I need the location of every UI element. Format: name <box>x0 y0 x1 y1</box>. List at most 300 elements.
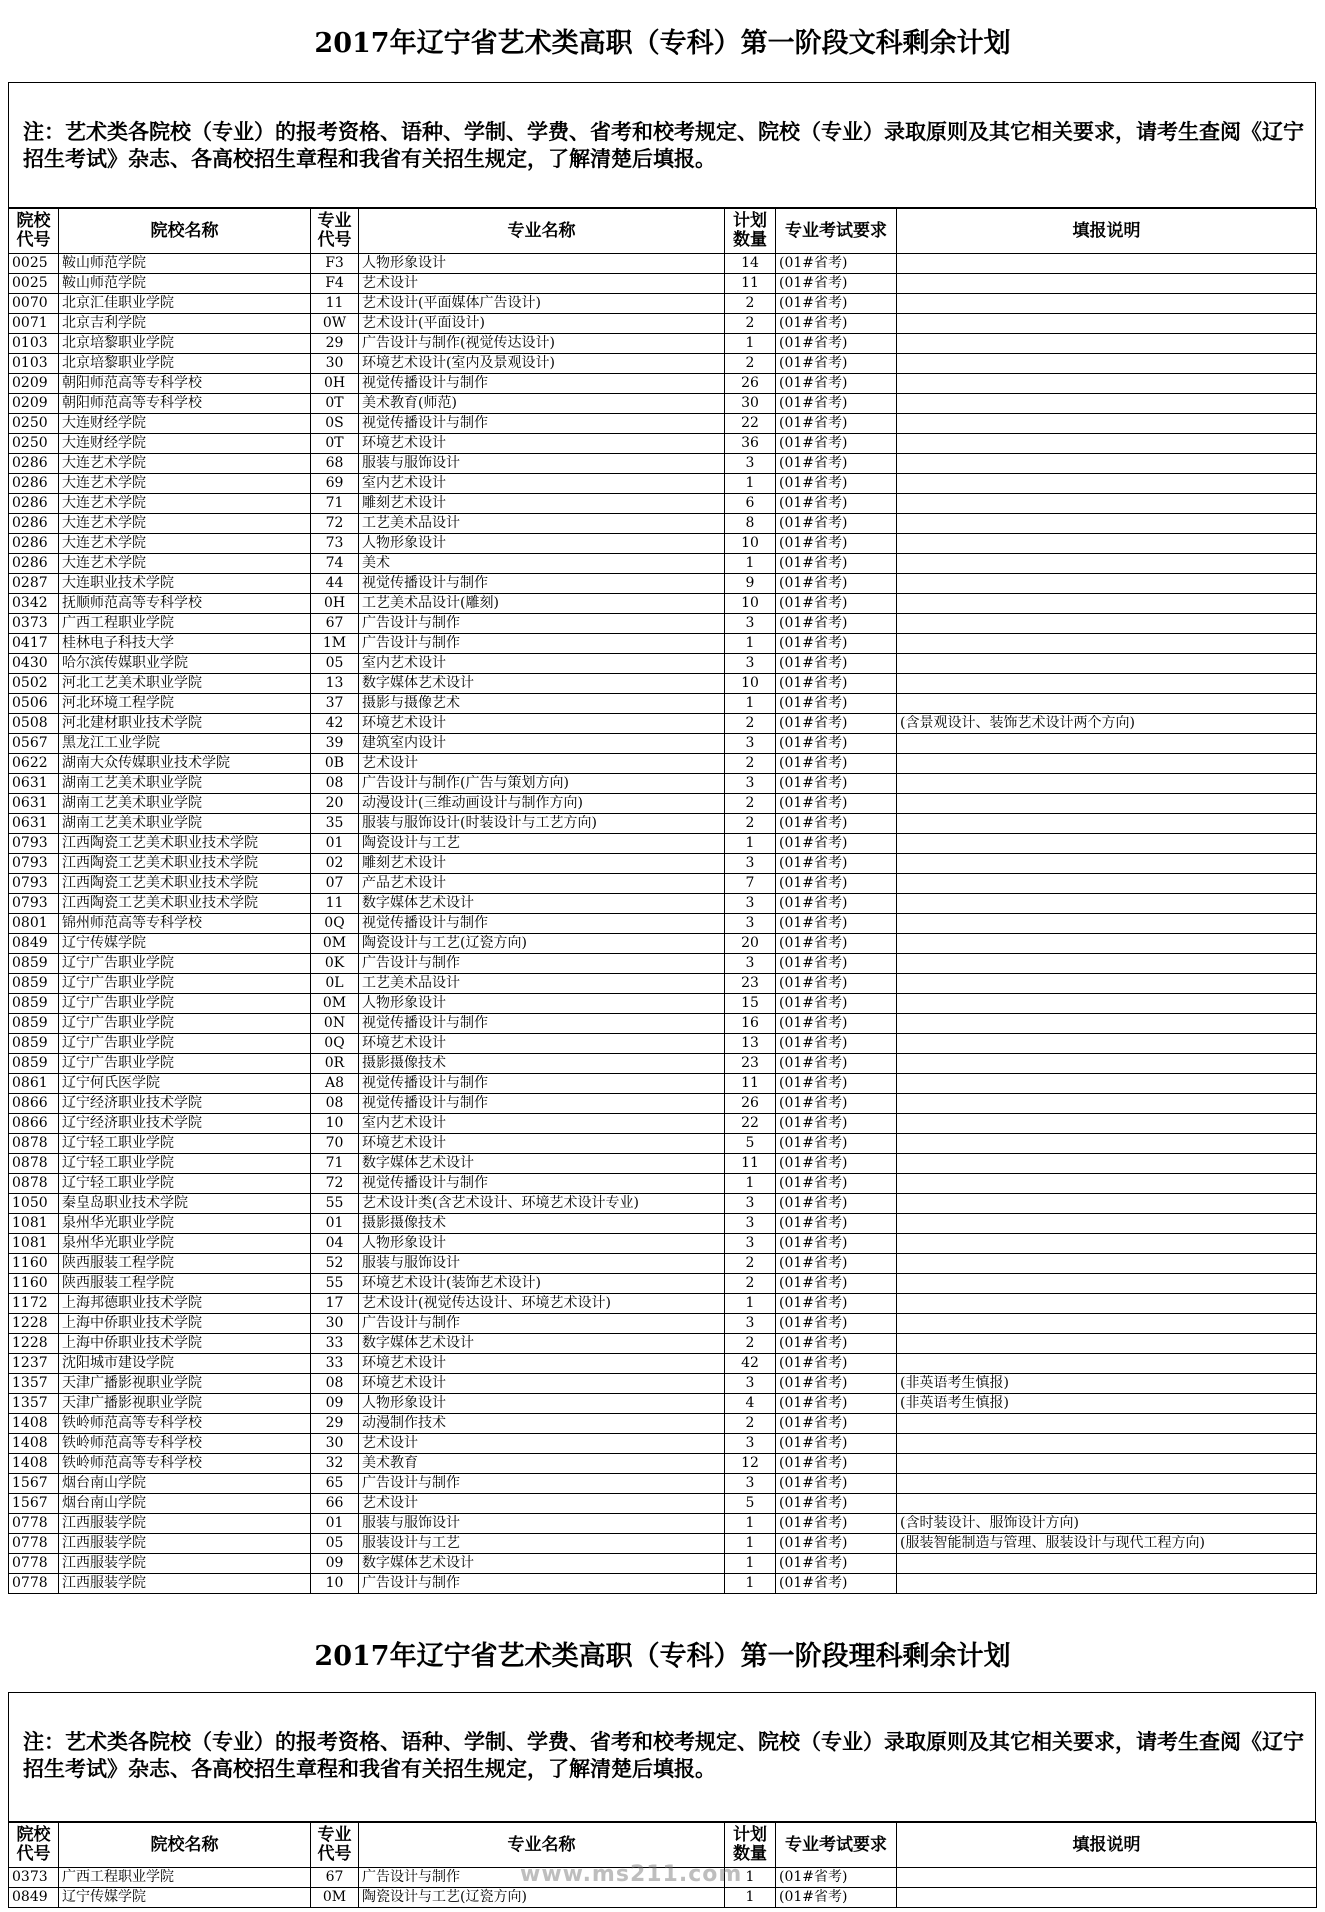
cell-school-name: 哈尔滨传媒职业学院 <box>59 654 311 674</box>
cell-major-code: 07 <box>311 874 359 894</box>
cell-major-code: 0M <box>311 1888 359 1908</box>
cell-plan-count: 3 <box>725 1374 776 1394</box>
cell-plan-count: 42 <box>725 1354 776 1374</box>
cell-major-code: 0H <box>311 374 359 394</box>
cell-school-code: 0070 <box>9 294 59 314</box>
header-major-code: 专业代号 <box>311 1823 359 1868</box>
cell-major-name: 服装与服饰设计(时装设计与工艺方向) <box>359 814 725 834</box>
cell-major-code: 0Q <box>311 1034 359 1054</box>
cell-fill-note <box>897 914 1317 934</box>
cell-fill-note <box>897 1014 1317 1034</box>
cell-major-code: 02 <box>311 854 359 874</box>
cell-school-code: 0025 <box>9 274 59 294</box>
cell-exam-requirement: (01#省考) <box>776 1394 897 1414</box>
cell-exam-requirement: (01#省考) <box>776 514 897 534</box>
cell-plan-count: 3 <box>725 854 776 874</box>
cell-major-name: 美术教育(师范) <box>359 394 725 414</box>
cell-fill-note <box>897 354 1317 374</box>
cell-plan-count: 1 <box>725 634 776 654</box>
cell-plan-count: 1 <box>725 1534 776 1554</box>
table-row <box>9 614 1317 634</box>
cell-exam-requirement: (01#省考) <box>776 374 897 394</box>
cell-school-code: 1408 <box>9 1414 59 1434</box>
cell-major-name: 广告设计与制作 <box>359 634 725 654</box>
cell-school-code: 1050 <box>9 1194 59 1214</box>
cell-school-code: 0567 <box>9 734 59 754</box>
cell-plan-count: 2 <box>725 1274 776 1294</box>
section-note: 注：艺术类各院校（专业）的报考资格、语种、学制、学费、省考和校考规定、院校（专业）录取原则及其它相关要求，请考生查阅《辽宁招生考试》杂志、各高校招生章程和我省有关招生规定，了解清楚后填报。 <box>8 112 1316 208</box>
cell-plan-count: 3 <box>725 894 776 914</box>
cell-plan-count: 16 <box>725 1014 776 1034</box>
cell-exam-requirement: (01#省考) <box>776 994 897 1014</box>
table-row <box>9 774 1317 794</box>
cell-plan-count: 23 <box>725 974 776 994</box>
cell-fill-note <box>897 274 1317 294</box>
cell-major-name: 环境艺术设计 <box>359 1354 725 1374</box>
cell-school-name: 铁岭师范高等专科学校 <box>59 1414 311 1434</box>
table-row <box>9 994 1317 1014</box>
cell-school-name: 大连艺术学院 <box>59 474 311 494</box>
cell-major-code: 01 <box>311 1514 359 1534</box>
cell-fill-note <box>897 474 1317 494</box>
table-row <box>9 494 1317 514</box>
section-title: 2017年辽宁省艺术类高职（专科）第一阶段理科剩余计划 <box>314 1641 1011 1672</box>
cell-major-code: 0N <box>311 1014 359 1034</box>
table-row <box>9 1414 1317 1434</box>
cell-major-code: 0L <box>311 974 359 994</box>
cell-exam-requirement: (01#省考) <box>776 1334 897 1354</box>
cell-major-code: 05 <box>311 654 359 674</box>
cell-major-code: 33 <box>311 1354 359 1374</box>
cell-fill-note <box>897 1114 1317 1134</box>
cell-school-code: 0866 <box>9 1094 59 1114</box>
table-row <box>9 714 1317 734</box>
table-row <box>9 1494 1317 1514</box>
table-row <box>9 534 1317 554</box>
cell-plan-count: 22 <box>725 414 776 434</box>
cell-fill-note <box>897 794 1317 814</box>
table-row <box>9 1254 1317 1274</box>
cell-school-name: 铁岭师范高等专科学校 <box>59 1434 311 1454</box>
cell-school-code: 0859 <box>9 1054 59 1074</box>
cell-exam-requirement: (01#省考) <box>776 1574 897 1594</box>
table-row <box>9 794 1317 814</box>
cell-school-name: 江西陶瓷工艺美术职业技术学院 <box>59 854 311 874</box>
cell-plan-count: 2 <box>725 794 776 814</box>
cell-exam-requirement: (01#省考) <box>776 1888 897 1908</box>
header-plan-count: 计划数量 <box>725 1823 776 1868</box>
cell-plan-count: 1 <box>725 554 776 574</box>
cell-plan-count: 3 <box>725 774 776 794</box>
cell-fill-note <box>897 1574 1317 1594</box>
cell-school-name: 鞍山师范学院 <box>59 254 311 274</box>
cell-major-code: 72 <box>311 514 359 534</box>
cell-major-code: 0H <box>311 594 359 614</box>
table-row <box>9 894 1317 914</box>
cell-school-code: 0793 <box>9 874 59 894</box>
cell-exam-requirement: (01#省考) <box>776 854 897 874</box>
cell-school-name: 桂林电子科技大学 <box>59 634 311 654</box>
cell-major-name: 艺术设计类(含艺术设计、环境艺术设计专业) <box>359 1194 725 1214</box>
cell-major-name: 艺术设计 <box>359 274 725 294</box>
cell-major-name: 艺术设计(平面媒体广告设计) <box>359 294 725 314</box>
cell-exam-requirement: (01#省考) <box>776 1314 897 1334</box>
cell-major-name: 服装设计与工艺 <box>359 1534 725 1554</box>
cell-school-name: 辽宁传媒学院 <box>59 934 311 954</box>
cell-major-name: 数字媒体艺术设计 <box>359 1154 725 1174</box>
cell-plan-count: 23 <box>725 1054 776 1074</box>
cell-fill-note <box>897 754 1317 774</box>
cell-major-code: 1M <box>311 634 359 654</box>
cell-school-code: 0866 <box>9 1114 59 1134</box>
cell-school-name: 江西服装学院 <box>59 1574 311 1594</box>
cell-major-name: 环境艺术设计 <box>359 434 725 454</box>
cell-school-code: 0373 <box>9 1868 59 1888</box>
cell-exam-requirement: (01#省考) <box>776 954 897 974</box>
cell-fill-note <box>897 1174 1317 1194</box>
cell-major-name: 动漫制作技术 <box>359 1414 725 1434</box>
cell-fill-note <box>897 494 1317 514</box>
cell-plan-count: 1 <box>725 1174 776 1194</box>
cell-plan-count: 2 <box>725 314 776 334</box>
table-row <box>9 1334 1317 1354</box>
cell-exam-requirement: (01#省考) <box>776 1454 897 1474</box>
cell-school-code: 1408 <box>9 1434 59 1454</box>
cell-exam-requirement: (01#省考) <box>776 1014 897 1034</box>
cell-major-code: 29 <box>311 334 359 354</box>
cell-fill-note <box>897 1474 1317 1494</box>
cell-school-name: 锦州师范高等专科学校 <box>59 914 311 934</box>
cell-major-name: 视觉传播设计与制作 <box>359 1074 725 1094</box>
cell-exam-requirement: (01#省考) <box>776 934 897 954</box>
cell-major-name: 工艺美术品设计 <box>359 514 725 534</box>
cell-exam-requirement: (01#省考) <box>776 1294 897 1314</box>
cell-school-name: 辽宁经济职业技术学院 <box>59 1114 311 1134</box>
cell-major-name: 数字媒体艺术设计 <box>359 1554 725 1574</box>
section-title: 2017年辽宁省艺术类高职（专科）第一阶段文科剩余计划 <box>314 28 1011 59</box>
table-row <box>9 1094 1317 1114</box>
cell-major-code: 33 <box>311 1334 359 1354</box>
cell-school-code: 0103 <box>9 354 59 374</box>
cell-fill-note <box>897 434 1317 454</box>
cell-fill-note <box>897 1074 1317 1094</box>
table-row <box>9 854 1317 874</box>
plan-table <box>8 208 1317 1594</box>
cell-exam-requirement: (01#省考) <box>776 1414 897 1434</box>
cell-plan-count: 10 <box>725 534 776 554</box>
cell-major-code: 10 <box>311 1114 359 1134</box>
cell-school-code: 0631 <box>9 814 59 834</box>
cell-exam-requirement: (01#省考) <box>776 654 897 674</box>
cell-school-code: 0849 <box>9 1888 59 1908</box>
cell-school-name: 河北工艺美术职业学院 <box>59 674 311 694</box>
cell-exam-requirement: (01#省考) <box>776 1868 897 1888</box>
table-row <box>9 1034 1317 1054</box>
cell-major-name: 广告设计与制作 <box>359 1474 725 1494</box>
cell-fill-note: (非英语考生慎报) <box>897 1394 1317 1414</box>
cell-school-code: 1160 <box>9 1254 59 1274</box>
cell-major-code: 55 <box>311 1194 359 1214</box>
cell-major-code: 37 <box>311 694 359 714</box>
cell-school-code: 0859 <box>9 1014 59 1034</box>
cell-school-name: 辽宁广告职业学院 <box>59 1054 311 1074</box>
cell-major-code: A8 <box>311 1074 359 1094</box>
cell-exam-requirement: (01#省考) <box>776 1174 897 1194</box>
cell-school-name: 沈阳城市建设学院 <box>59 1354 311 1374</box>
cell-fill-note <box>897 994 1317 1014</box>
table-row <box>9 694 1317 714</box>
cell-plan-count: 11 <box>725 1154 776 1174</box>
cell-fill-note <box>897 1314 1317 1334</box>
cell-major-name: 服装与服饰设计 <box>359 1514 725 1534</box>
cell-school-name: 北京培黎职业学院 <box>59 354 311 374</box>
cell-school-code: 0793 <box>9 854 59 874</box>
cell-major-code: 04 <box>311 1234 359 1254</box>
cell-major-name: 环境艺术设计 <box>359 1134 725 1154</box>
cell-school-code: 0103 <box>9 334 59 354</box>
cell-major-code: 70 <box>311 1134 359 1154</box>
cell-school-code: 0859 <box>9 974 59 994</box>
cell-plan-count: 1 <box>725 1868 776 1888</box>
cell-school-name: 泉州华光职业学院 <box>59 1214 311 1234</box>
cell-major-code: 11 <box>311 894 359 914</box>
cell-major-name: 摄影与摄像艺术 <box>359 694 725 714</box>
table-row <box>9 1154 1317 1174</box>
table-row <box>9 314 1317 334</box>
cell-exam-requirement: (01#省考) <box>776 494 897 514</box>
cell-fill-note <box>897 394 1317 414</box>
cell-exam-requirement: (01#省考) <box>776 794 897 814</box>
section-note: 注：艺术类各院校（专业）的报考资格、语种、学制、学费、省考和校考规定、院校（专业）录取原则及其它相关要求，请考生查阅《辽宁招生考试》杂志、各高校招生章程和我省有关招生规定，了解清楚后填报。 <box>8 1722 1316 1822</box>
cell-major-name: 广告设计与制作(视觉传达设计) <box>359 334 725 354</box>
cell-exam-requirement: (01#省考) <box>776 1254 897 1274</box>
cell-major-code: 08 <box>311 1374 359 1394</box>
cell-school-name: 大连财经学院 <box>59 434 311 454</box>
table-row <box>9 1234 1317 1254</box>
cell-plan-count: 3 <box>725 954 776 974</box>
table-row <box>9 294 1317 314</box>
cell-major-name: 美术 <box>359 554 725 574</box>
cell-exam-requirement: (01#省考) <box>776 754 897 774</box>
table-row <box>9 874 1317 894</box>
cell-fill-note <box>897 894 1317 914</box>
table-row <box>9 354 1317 374</box>
cell-school-name: 天津广播影视职业学院 <box>59 1374 311 1394</box>
cell-plan-count: 3 <box>725 1214 776 1234</box>
cell-plan-count: 36 <box>725 434 776 454</box>
cell-major-code: 01 <box>311 1214 359 1234</box>
cell-exam-requirement: (01#省考) <box>776 1194 897 1214</box>
cell-fill-note <box>897 934 1317 954</box>
cell-fill-note <box>897 1254 1317 1274</box>
cell-major-code: 0S <box>311 414 359 434</box>
cell-major-name: 服装与服饰设计 <box>359 454 725 474</box>
cell-exam-requirement: (01#省考) <box>776 1234 897 1254</box>
cell-major-name: 室内艺术设计 <box>359 474 725 494</box>
cell-major-name: 环境艺术设计(室内及景观设计) <box>359 354 725 374</box>
cell-fill-note <box>897 514 1317 534</box>
table-header-row <box>9 209 1317 254</box>
cell-plan-count: 6 <box>725 494 776 514</box>
cell-exam-requirement: (01#省考) <box>776 1494 897 1514</box>
cell-school-name: 辽宁轻工职业学院 <box>59 1174 311 1194</box>
cell-school-code: 0250 <box>9 414 59 434</box>
cell-plan-count: 3 <box>725 654 776 674</box>
cell-fill-note <box>897 854 1317 874</box>
header-exam-requirement: 专业考试要求 <box>776 1823 897 1868</box>
cell-school-code: 0502 <box>9 674 59 694</box>
cell-exam-requirement: (01#省考) <box>776 914 897 934</box>
cell-exam-requirement: (01#省考) <box>776 1214 897 1234</box>
cell-fill-note <box>897 1094 1317 1114</box>
table-row <box>9 1014 1317 1034</box>
cell-major-name: 视觉传播设计与制作 <box>359 1174 725 1194</box>
cell-major-name: 人物形象设计 <box>359 994 725 1014</box>
cell-school-code: 0209 <box>9 394 59 414</box>
cell-fill-note <box>897 774 1317 794</box>
header-school-code: 院校代号 <box>9 1823 59 1868</box>
cell-fill-note <box>897 1214 1317 1234</box>
cell-plan-count: 3 <box>725 1194 776 1214</box>
cell-major-name: 广告设计与制作 <box>359 614 725 634</box>
cell-plan-count: 1 <box>725 1554 776 1574</box>
cell-major-code: 0M <box>311 934 359 954</box>
cell-major-code: 01 <box>311 834 359 854</box>
cell-plan-count: 3 <box>725 454 776 474</box>
cell-major-name: 广告设计与制作 <box>359 1868 725 1888</box>
cell-school-name: 湖南工艺美术职业学院 <box>59 814 311 834</box>
cell-major-name: 艺术设计 <box>359 754 725 774</box>
cell-plan-count: 5 <box>725 1494 776 1514</box>
cell-major-code: 05 <box>311 1534 359 1554</box>
cell-exam-requirement: (01#省考) <box>776 1354 897 1374</box>
cell-school-code: 0342 <box>9 594 59 614</box>
cell-exam-requirement: (01#省考) <box>776 594 897 614</box>
cell-school-name: 北京汇佳职业学院 <box>59 294 311 314</box>
cell-major-name: 环境艺术设计 <box>359 1034 725 1054</box>
cell-fill-note <box>897 294 1317 314</box>
cell-major-name: 环境艺术设计 <box>359 714 725 734</box>
header-major-name: 专业名称 <box>359 1823 725 1868</box>
cell-school-name: 上海中侨职业技术学院 <box>59 1314 311 1334</box>
cell-major-name: 数字媒体艺术设计 <box>359 674 725 694</box>
cell-fill-note <box>897 694 1317 714</box>
cell-school-code: 1357 <box>9 1394 59 1414</box>
note-spacer <box>8 82 1316 112</box>
cell-exam-requirement: (01#省考) <box>776 694 897 714</box>
table-row <box>9 1888 1317 1908</box>
cell-exam-requirement: (01#省考) <box>776 1094 897 1114</box>
table-row <box>9 1194 1317 1214</box>
cell-school-name: 辽宁传媒学院 <box>59 1888 311 1908</box>
cell-major-name: 广告设计与制作 <box>359 1314 725 1334</box>
cell-major-name: 人物形象设计 <box>359 254 725 274</box>
cell-fill-note: (含景观设计、装饰艺术设计两个方向) <box>897 714 1317 734</box>
watermark: www.ms211.com <box>520 1862 743 1887</box>
cell-major-name: 陶瓷设计与工艺 <box>359 834 725 854</box>
cell-school-code: 0878 <box>9 1154 59 1174</box>
cell-plan-count: 2 <box>725 354 776 374</box>
cell-major-name: 摄影摄像技术 <box>359 1214 725 1234</box>
cell-exam-requirement: (01#省考) <box>776 734 897 754</box>
table-row <box>9 754 1317 774</box>
cell-school-code: 0861 <box>9 1074 59 1094</box>
cell-school-name: 江西陶瓷工艺美术职业技术学院 <box>59 894 311 914</box>
cell-plan-count: 1 <box>725 1294 776 1314</box>
cell-plan-count: 12 <box>725 1454 776 1474</box>
cell-plan-count: 2 <box>725 1334 776 1354</box>
cell-school-code: 0287 <box>9 574 59 594</box>
cell-plan-count: 5 <box>725 1134 776 1154</box>
cell-fill-note <box>897 1034 1317 1054</box>
cell-major-code: 30 <box>311 1314 359 1334</box>
cell-major-name: 陶瓷设计与工艺(辽瓷方向) <box>359 1888 725 1908</box>
cell-major-code: 39 <box>311 734 359 754</box>
cell-exam-requirement: (01#省考) <box>776 714 897 734</box>
cell-major-code: 0T <box>311 434 359 454</box>
table-row <box>9 674 1317 694</box>
cell-fill-note <box>897 1454 1317 1474</box>
cell-fill-note <box>897 1334 1317 1354</box>
cell-school-code: 0417 <box>9 634 59 654</box>
cell-school-code: 0286 <box>9 494 59 514</box>
cell-school-name: 广西工程职业学院 <box>59 614 311 634</box>
cell-major-code: 67 <box>311 1868 359 1888</box>
cell-school-code: 0373 <box>9 614 59 634</box>
cell-school-name: 陕西服装工程学院 <box>59 1254 311 1274</box>
table-row <box>9 474 1317 494</box>
note-spacer <box>8 1692 1316 1722</box>
table-row <box>9 814 1317 834</box>
table-row <box>9 274 1317 294</box>
cell-school-name: 铁岭师范高等专科学校 <box>59 1454 311 1474</box>
cell-plan-count: 8 <box>725 514 776 534</box>
cell-exam-requirement: (01#省考) <box>776 974 897 994</box>
cell-major-code: 13 <box>311 674 359 694</box>
cell-fill-note <box>897 1274 1317 1294</box>
cell-major-code: 71 <box>311 1154 359 1174</box>
cell-plan-count: 1 <box>725 694 776 714</box>
cell-fill-note <box>897 314 1317 334</box>
cell-school-code: 0286 <box>9 514 59 534</box>
cell-school-name: 辽宁广告职业学院 <box>59 994 311 1014</box>
cell-major-name: 艺术设计 <box>359 1434 725 1454</box>
cell-school-code: 1567 <box>9 1474 59 1494</box>
cell-exam-requirement: (01#省考) <box>776 894 897 914</box>
cell-major-code: 0M <box>311 994 359 1014</box>
cell-school-name: 河北建材职业技术学院 <box>59 714 311 734</box>
cell-major-code: 52 <box>311 1254 359 1274</box>
cell-school-code: 0778 <box>9 1534 59 1554</box>
table-row <box>9 434 1317 454</box>
cell-major-name: 环境艺术设计 <box>359 1374 725 1394</box>
cell-school-code: 0859 <box>9 1034 59 1054</box>
cell-school-name: 广西工程职业学院 <box>59 1868 311 1888</box>
table-row <box>9 1354 1317 1374</box>
cell-fill-note <box>897 554 1317 574</box>
table-header-row <box>9 1823 1317 1868</box>
cell-plan-count: 1 <box>725 834 776 854</box>
cell-exam-requirement: (01#省考) <box>776 474 897 494</box>
cell-fill-note <box>897 654 1317 674</box>
cell-school-name: 泉州华光职业学院 <box>59 1234 311 1254</box>
cell-fill-note <box>897 1354 1317 1374</box>
cell-school-name: 江西服装学院 <box>59 1534 311 1554</box>
cell-major-code: 0W <box>311 314 359 334</box>
cell-fill-note <box>897 634 1317 654</box>
cell-school-code: 0778 <box>9 1574 59 1594</box>
cell-plan-count: 3 <box>725 1234 776 1254</box>
